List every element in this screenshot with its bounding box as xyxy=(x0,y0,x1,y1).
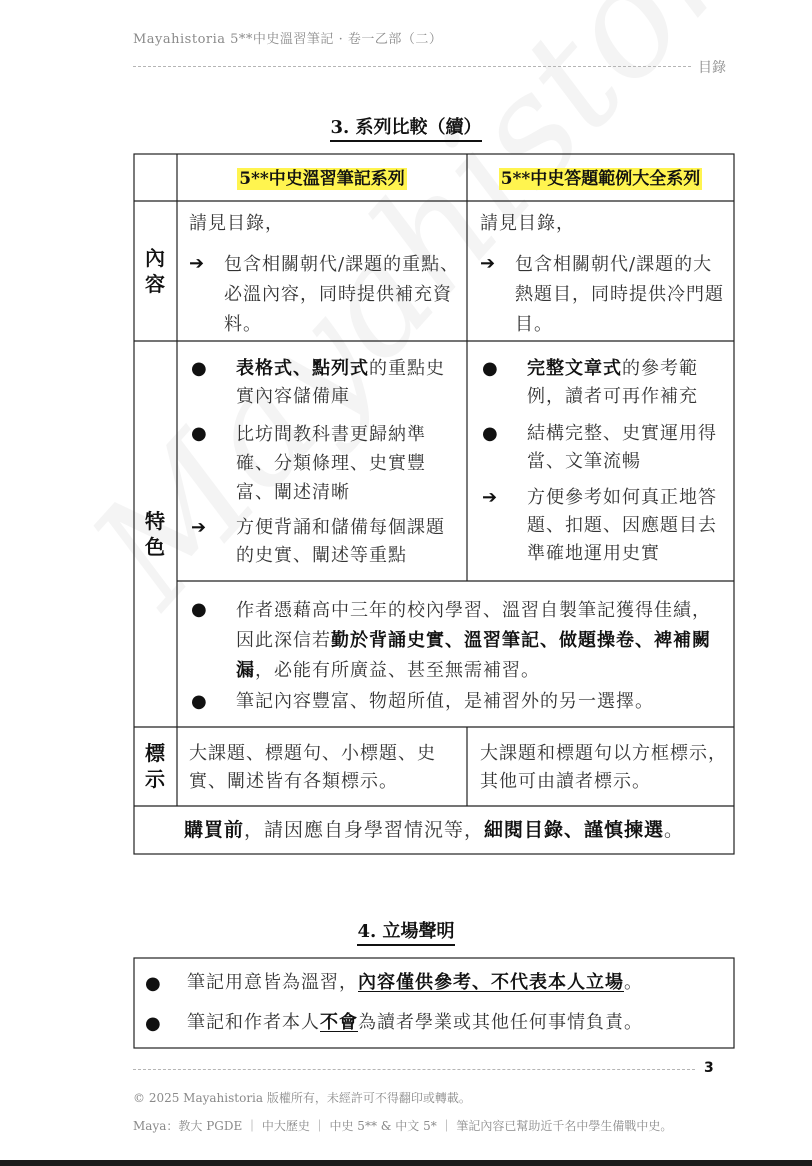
purchase-advice: 購買前，請因應自身學習情況等，細閱目錄、謹慎揀選。 xyxy=(183,819,685,841)
bullet-icon: ● xyxy=(191,691,207,712)
bullet-icon: ● xyxy=(145,1013,161,1034)
section-4-title: 4. 立場聲明 xyxy=(0,917,812,943)
content-b-intro: 請見目錄， xyxy=(480,213,575,234)
bullet-icon: ● xyxy=(191,423,207,444)
copyright-notice: © 2025 Mayahistoria 版權所有，未經許可不得翻印或轉載。 xyxy=(133,1091,471,1105)
bullet-icon: ● xyxy=(145,973,161,994)
author-credits: Maya：教大 PGDE ｜ 中大歷史 ｜ 中史 5** & 中文 5* ｜ 筆記內容已幫助近千名中學生備戰中史。 xyxy=(133,1119,673,1133)
features-b-3: 方便參考如何真正地答題、扣題、因應題目去準確地運用史實 xyxy=(527,487,717,564)
features-a-3: 方便背誦和儲備每個課題的史實、闡述等重點 xyxy=(236,517,445,566)
features-shared-2: 筆記內容豐富、物超所值，是補習外的另一選擇。 xyxy=(236,691,654,712)
row-label-marking: 標示 xyxy=(145,741,165,791)
features-b-1: 完整文章式的參考範例，讀者可再作補充 xyxy=(527,358,698,407)
row-label-features: 特色 xyxy=(145,509,165,559)
header-divider xyxy=(133,66,691,67)
content-a-intro: 請見目錄， xyxy=(189,213,284,234)
features-b-2: 結構完整、史實運用得當、文筆流暢 xyxy=(527,423,717,472)
marking-b: 大課題和標題句以方框標示，其他可由讀者標示。 xyxy=(480,743,727,792)
arrow-icon: ➔ xyxy=(482,487,498,508)
bullet-icon: ● xyxy=(191,599,207,620)
marking-a: 大課題、標題句、小標題、史實、闡述皆有各類標示。 xyxy=(189,743,436,792)
toc-link[interactable]: 目錄 xyxy=(698,60,726,76)
arrow-icon: ➔ xyxy=(191,517,207,538)
bullet-icon: ● xyxy=(482,423,498,444)
bullet-icon: ● xyxy=(482,358,498,379)
content-b-point: 包含相關朝代/課題的大熱題目，同時提供冷門題目。 xyxy=(515,254,724,335)
row-label-content: 內容 xyxy=(145,246,165,296)
section-3-title: 3. 系列比較（續） xyxy=(0,113,812,139)
disclaimer-item-1: 筆記用意皆為溫習，內容僅供參考、不代表本人立場。 xyxy=(187,972,643,993)
page-number: 3 xyxy=(704,1060,714,1076)
bottom-bar xyxy=(0,1160,812,1166)
features-a-2: 比坊間教科書更歸納準確、分類條理、史實豐富、闡述清晰 xyxy=(236,424,426,503)
arrow-icon: ➔ xyxy=(480,253,496,274)
column-header-answers-series: 5**中史答題範例大全系列 xyxy=(500,169,701,189)
bullet-icon: ● xyxy=(191,358,207,379)
arrow-icon: ➔ xyxy=(189,253,205,274)
features-a-1: 表格式、點列式的重點史實內容儲備庫 xyxy=(236,358,445,407)
content-a-point: 包含相關朝代/課題的重點、必溫內容，同時提供補充資料。 xyxy=(224,254,460,335)
header-title: Mayahistoria 5**中史溫習筆記 · 卷一乙部（二） xyxy=(133,32,443,47)
disclaimer-item-2: 筆記和作者本人不會為讀者學業或其他任何事情負責。 xyxy=(187,1012,643,1033)
features-shared-1: 作者憑藉高中三年的校內學習、溫習自製筆記獲得佳績，因此深信若勤於背誦史實、溫習筆記、做題操卷、裨補闕漏，必能有所廣益、甚至無需補習。 xyxy=(236,600,711,681)
column-header-notes-series: 5**中史溫習筆記系列 xyxy=(239,169,405,189)
footer-divider xyxy=(133,1069,695,1070)
